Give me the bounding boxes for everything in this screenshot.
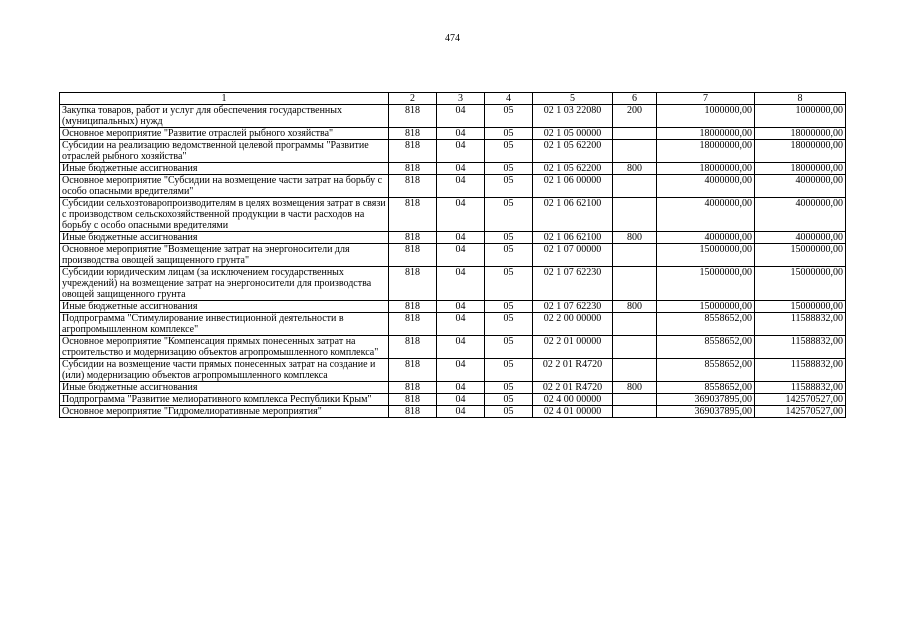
cell-amount-1: 15000000,00 xyxy=(657,267,755,301)
table-row xyxy=(60,163,846,175)
cell-name: Субсидии на реализацию ведомственной целевой программы "Развитие отраслей рыбного хозяйства" xyxy=(60,140,389,163)
cell-section: 04 xyxy=(437,359,485,382)
cell-amount-2: 18000000,00 xyxy=(755,163,846,175)
cell-subsection: 05 xyxy=(485,382,533,394)
cell-expense-type: 800 xyxy=(613,232,657,244)
cell-ministry: 818 xyxy=(389,313,437,336)
cell-section: 04 xyxy=(437,163,485,175)
cell-ministry: 818 xyxy=(389,244,437,267)
cell-expense-type: 200 xyxy=(613,105,657,128)
header-cell-8: 8 xyxy=(755,93,846,105)
cell-expense-type xyxy=(613,313,657,336)
cell-amount-1: 369037895,00 xyxy=(657,406,755,418)
cell-ministry: 818 xyxy=(389,301,437,313)
table-row xyxy=(60,128,846,140)
cell-section: 04 xyxy=(437,394,485,406)
header-cell-6: 6 xyxy=(613,93,657,105)
cell-target-article: 02 1 05 62200 xyxy=(533,163,613,175)
cell-target-article: 02 1 06 00000 xyxy=(533,175,613,198)
cell-name: Иные бюджетные ассигнования xyxy=(60,382,389,394)
cell-amount-1: 8558652,00 xyxy=(657,359,755,382)
cell-name: Субсидии на возмещение части прямых понесенных затрат на создание и (или) модернизацию объектов агропромышленного комплекса xyxy=(60,359,389,382)
cell-ministry: 818 xyxy=(389,394,437,406)
cell-name: Подпрограмма "Развитие мелиоративного комплекса Республики Крым" xyxy=(60,394,389,406)
header-cell-5: 5 xyxy=(533,93,613,105)
cell-name: Основное мероприятие "Развитие отраслей рыбного хозяйства" xyxy=(60,128,389,140)
cell-expense-type xyxy=(613,140,657,163)
cell-amount-2: 15000000,00 xyxy=(755,301,846,313)
budget-table xyxy=(59,92,846,418)
cell-section: 04 xyxy=(437,244,485,267)
header-cell-7: 7 xyxy=(657,93,755,105)
cell-expense-type xyxy=(613,336,657,359)
cell-target-article: 02 4 00 00000 xyxy=(533,394,613,406)
cell-section: 04 xyxy=(437,406,485,418)
cell-amount-1: 18000000,00 xyxy=(657,163,755,175)
cell-target-article: 02 1 03 22080 xyxy=(533,105,613,128)
cell-amount-1: 15000000,00 xyxy=(657,244,755,267)
cell-amount-1: 1000000,00 xyxy=(657,105,755,128)
cell-amount-2: 18000000,00 xyxy=(755,140,846,163)
cell-ministry: 818 xyxy=(389,336,437,359)
cell-name: Основное мероприятие "Субсидии на возмещение части затрат на борьбу с особо опасными вредителями" xyxy=(60,175,389,198)
cell-name: Основное мероприятие "Компенсация прямых понесенных затрат на строительство и модернизацию объектов агропромышленного комплекса" xyxy=(60,336,389,359)
cell-subsection: 05 xyxy=(485,359,533,382)
cell-ministry: 818 xyxy=(389,198,437,232)
cell-amount-2: 142570527,00 xyxy=(755,406,846,418)
cell-name: Субсидии сельхозтоваропроизводителям в целях возмещения затрат в связи с производством сельскохозяйственной продукции в части расходов на борьбу с особо опасными вредителями xyxy=(60,198,389,232)
cell-section: 04 xyxy=(437,301,485,313)
table-row xyxy=(60,382,846,394)
cell-amount-1: 4000000,00 xyxy=(657,232,755,244)
cell-subsection: 05 xyxy=(485,313,533,336)
cell-amount-2: 18000000,00 xyxy=(755,128,846,140)
cell-subsection: 05 xyxy=(485,198,533,232)
cell-name: Закупка товаров, работ и услуг для обеспечения государственных (муниципальных) нужд xyxy=(60,105,389,128)
cell-target-article: 02 1 07 62230 xyxy=(533,267,613,301)
cell-amount-2: 15000000,00 xyxy=(755,244,846,267)
cell-ministry: 818 xyxy=(389,128,437,140)
cell-subsection: 05 xyxy=(485,394,533,406)
cell-amount-1: 8558652,00 xyxy=(657,313,755,336)
cell-section: 04 xyxy=(437,232,485,244)
cell-subsection: 05 xyxy=(485,175,533,198)
cell-amount-2: 1000000,00 xyxy=(755,105,846,128)
cell-section: 04 xyxy=(437,336,485,359)
cell-subsection: 05 xyxy=(485,232,533,244)
cell-ministry: 818 xyxy=(389,175,437,198)
cell-amount-1: 4000000,00 xyxy=(657,175,755,198)
cell-target-article: 02 2 00 00000 xyxy=(533,313,613,336)
cell-expense-type xyxy=(613,394,657,406)
cell-subsection: 05 xyxy=(485,105,533,128)
cell-expense-type xyxy=(613,267,657,301)
cell-amount-2: 11588832,00 xyxy=(755,336,846,359)
cell-ministry: 818 xyxy=(389,267,437,301)
table-row xyxy=(60,198,846,232)
cell-target-article: 02 2 01 R4720 xyxy=(533,382,613,394)
cell-name: Иные бюджетные ассигнования xyxy=(60,301,389,313)
header-cell-3: 3 xyxy=(437,93,485,105)
cell-ministry: 818 xyxy=(389,382,437,394)
cell-ministry: 818 xyxy=(389,359,437,382)
cell-expense-type xyxy=(613,128,657,140)
header-cell-4: 4 xyxy=(485,93,533,105)
cell-expense-type: 800 xyxy=(613,163,657,175)
cell-target-article: 02 1 05 00000 xyxy=(533,128,613,140)
cell-amount-2: 4000000,00 xyxy=(755,198,846,232)
cell-section: 04 xyxy=(437,313,485,336)
cell-expense-type: 800 xyxy=(613,382,657,394)
header-cell-2: 2 xyxy=(389,93,437,105)
cell-subsection: 05 xyxy=(485,244,533,267)
cell-subsection: 05 xyxy=(485,163,533,175)
table-row xyxy=(60,394,846,406)
cell-subsection: 05 xyxy=(485,140,533,163)
cell-expense-type xyxy=(613,198,657,232)
cell-expense-type xyxy=(613,406,657,418)
cell-target-article: 02 2 01 R4720 xyxy=(533,359,613,382)
cell-amount-1: 18000000,00 xyxy=(657,128,755,140)
cell-target-article: 02 1 06 62100 xyxy=(533,232,613,244)
cell-subsection: 05 xyxy=(485,336,533,359)
cell-expense-type xyxy=(613,175,657,198)
cell-expense-type: 800 xyxy=(613,301,657,313)
table-row xyxy=(60,313,846,336)
cell-amount-1: 15000000,00 xyxy=(657,301,755,313)
cell-amount-2: 11588832,00 xyxy=(755,359,846,382)
cell-section: 04 xyxy=(437,267,485,301)
cell-ministry: 818 xyxy=(389,406,437,418)
table-row xyxy=(60,105,846,128)
cell-section: 04 xyxy=(437,198,485,232)
cell-name: Иные бюджетные ассигнования xyxy=(60,163,389,175)
table-row xyxy=(60,336,846,359)
table-row xyxy=(60,301,846,313)
cell-target-article: 02 1 07 00000 xyxy=(533,244,613,267)
cell-target-article: 02 1 06 62100 xyxy=(533,198,613,232)
table-body xyxy=(60,105,846,418)
table-row xyxy=(60,267,846,301)
cell-subsection: 05 xyxy=(485,267,533,301)
cell-amount-1: 8558652,00 xyxy=(657,336,755,359)
cell-ministry: 818 xyxy=(389,232,437,244)
table-row xyxy=(60,140,846,163)
cell-section: 04 xyxy=(437,105,485,128)
cell-target-article: 02 1 07 62230 xyxy=(533,301,613,313)
cell-amount-1: 4000000,00 xyxy=(657,198,755,232)
header-row xyxy=(60,93,846,105)
cell-expense-type xyxy=(613,244,657,267)
cell-ministry: 818 xyxy=(389,105,437,128)
cell-target-article: 02 2 01 00000 xyxy=(533,336,613,359)
table-row xyxy=(60,359,846,382)
cell-amount-1: 369037895,00 xyxy=(657,394,755,406)
cell-amount-2: 15000000,00 xyxy=(755,267,846,301)
cell-name: Иные бюджетные ассигнования xyxy=(60,232,389,244)
cell-target-article: 02 1 05 62200 xyxy=(533,140,613,163)
cell-target-article: 02 4 01 00000 xyxy=(533,406,613,418)
cell-name: Основное мероприятие "Возмещение затрат на энергоносители для производства овощей защищенного грунта" xyxy=(60,244,389,267)
table-row xyxy=(60,232,846,244)
cell-expense-type xyxy=(613,359,657,382)
cell-subsection: 05 xyxy=(485,406,533,418)
cell-amount-1: 18000000,00 xyxy=(657,140,755,163)
header-cell-1: 1 xyxy=(60,93,389,105)
cell-amount-1: 8558652,00 xyxy=(657,382,755,394)
cell-amount-2: 4000000,00 xyxy=(755,232,846,244)
table-row xyxy=(60,175,846,198)
cell-amount-2: 11588832,00 xyxy=(755,313,846,336)
cell-amount-2: 142570527,00 xyxy=(755,394,846,406)
cell-ministry: 818 xyxy=(389,163,437,175)
cell-section: 04 xyxy=(437,382,485,394)
cell-amount-2: 11588832,00 xyxy=(755,382,846,394)
cell-ministry: 818 xyxy=(389,140,437,163)
table-row xyxy=(60,244,846,267)
cell-section: 04 xyxy=(437,128,485,140)
cell-subsection: 05 xyxy=(485,128,533,140)
cell-section: 04 xyxy=(437,140,485,163)
cell-name: Подпрограмма "Стимулирование инвестиционной деятельности в агропромышленном комплексе" xyxy=(60,313,389,336)
cell-name: Основное мероприятие "Гидромелиоративные мероприятия" xyxy=(60,406,389,418)
page-number: 474 xyxy=(445,33,460,44)
cell-section: 04 xyxy=(437,175,485,198)
cell-amount-2: 4000000,00 xyxy=(755,175,846,198)
cell-name: Субсидии юридическим лицам (за исключением государственных учреждений) на возмещение затрат на энергоносители для производства овощей защищенного грунта xyxy=(60,267,389,301)
cell-subsection: 05 xyxy=(485,301,533,313)
table-row xyxy=(60,406,846,418)
